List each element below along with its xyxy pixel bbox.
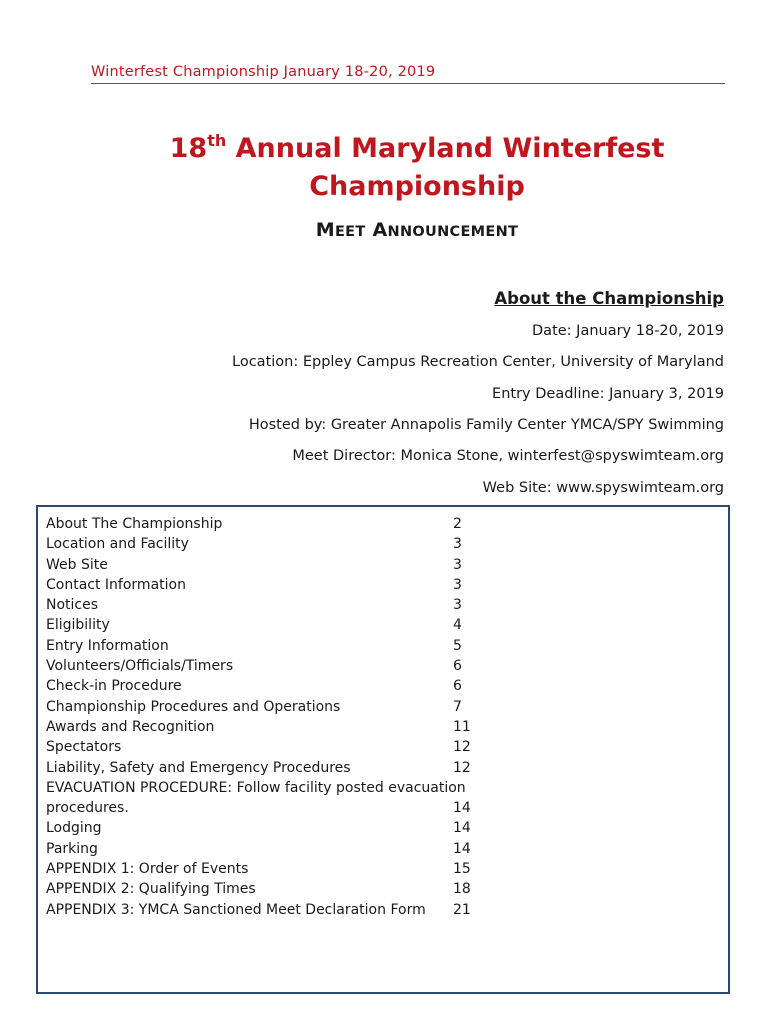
toc-entry-page: 14 bbox=[453, 800, 471, 817]
subtitle-word-1-rest: EET bbox=[334, 224, 366, 240]
toc-entry-page: 4 bbox=[453, 617, 462, 634]
toc-entry-title: Entry Information bbox=[46, 637, 169, 654]
toc-entry-page: 7 bbox=[453, 698, 462, 715]
toc-entry-title: Spectators bbox=[46, 739, 122, 756]
toc-entry[interactable] bbox=[46, 658, 546, 678]
info-date: Date: January 18-20, 2019 bbox=[532, 323, 724, 339]
toc-entry-page: 14 bbox=[453, 840, 471, 857]
title-line2: Championship bbox=[309, 171, 525, 202]
title-ordinal-suffix: th bbox=[207, 131, 227, 150]
toc-entry[interactable] bbox=[46, 617, 546, 637]
toc-entry-title: Check-in Procedure bbox=[46, 678, 182, 695]
toc-entry[interactable] bbox=[46, 638, 546, 658]
toc-entry-title: Liability, Safety and Emergency Procedures bbox=[46, 759, 351, 776]
title-line1: Annual Maryland Winterfest bbox=[226, 133, 665, 164]
table-of-contents bbox=[36, 505, 730, 994]
page-title bbox=[60, 130, 770, 206]
toc-entry[interactable] bbox=[46, 820, 546, 840]
toc-entry-title: Notices bbox=[46, 597, 99, 614]
toc-entry[interactable] bbox=[46, 780, 546, 800]
toc-entry[interactable] bbox=[46, 678, 546, 698]
subtitle-word-2-rest: NNOUNCEMENT bbox=[387, 224, 519, 240]
toc-entry-page: 21 bbox=[453, 901, 471, 918]
running-header: Winterfest Championship January 18-20, 2019 bbox=[91, 64, 725, 84]
title-number: 18 bbox=[169, 133, 208, 164]
toc-entry[interactable] bbox=[46, 577, 546, 597]
toc-entry[interactable] bbox=[46, 536, 546, 556]
toc-entry-title: Parking bbox=[46, 840, 98, 857]
toc-entry-page: 2 bbox=[453, 516, 462, 532]
toc-entry-title: Web Site bbox=[46, 556, 108, 573]
subtitle-initial-2: A bbox=[372, 219, 388, 241]
toc-entry-title: APPENDIX 3: YMCA Sanctioned Meet Declaration Form bbox=[46, 901, 426, 918]
toc-entry[interactable] bbox=[46, 861, 546, 881]
toc-entry[interactable] bbox=[46, 902, 546, 922]
toc-entry-page: 6 bbox=[453, 658, 462, 675]
toc-entry-title: Eligibility bbox=[46, 617, 110, 634]
toc-entry-page: 14 bbox=[453, 820, 471, 837]
toc-entry[interactable] bbox=[46, 719, 546, 739]
toc-entry-page: 15 bbox=[453, 861, 471, 878]
toc-entry[interactable] bbox=[46, 557, 546, 577]
toc-entry[interactable] bbox=[46, 881, 546, 901]
toc-entry-page: 5 bbox=[453, 637, 462, 654]
toc-entry[interactable] bbox=[46, 516, 546, 536]
toc-entry[interactable] bbox=[46, 597, 546, 617]
about-heading: About the Championship bbox=[494, 289, 724, 308]
toc-entry-page: 6 bbox=[453, 678, 462, 695]
info-entry-deadline: Entry Deadline: January 3, 2019 bbox=[492, 386, 724, 402]
toc-entry-page: 12 bbox=[453, 739, 471, 756]
toc-entry[interactable] bbox=[46, 800, 546, 820]
toc-entry[interactable] bbox=[46, 699, 546, 719]
toc-entry-page: 18 bbox=[453, 881, 471, 898]
toc-list bbox=[46, 516, 546, 922]
toc-entry-title: Volunteers/Officials/Timers bbox=[46, 658, 234, 675]
toc-entry-title: Awards and Recognition bbox=[46, 718, 215, 735]
toc-entry[interactable] bbox=[46, 739, 546, 759]
toc-entry[interactable] bbox=[46, 760, 546, 780]
info-web-site: Web Site: www.spyswimteam.org bbox=[482, 480, 724, 496]
toc-entry-page: 12 bbox=[453, 759, 471, 776]
toc-entry-title: procedures. bbox=[46, 800, 129, 817]
toc-entry-title: Location and Facility bbox=[46, 536, 189, 553]
toc-entry-page: 3 bbox=[453, 576, 462, 593]
toc-entry-page: 3 bbox=[453, 536, 462, 553]
info-location: Location: Eppley Campus Recreation Center, University of Maryland bbox=[232, 354, 724, 370]
toc-entry-title: About The Championship bbox=[46, 516, 223, 532]
toc-entry-page: 3 bbox=[453, 556, 462, 573]
toc-entry-title: Championship Procedures and Operations bbox=[46, 698, 341, 715]
toc-entry-title: Lodging bbox=[46, 820, 102, 837]
toc-entry-title: APPENDIX 2: Qualifying Times bbox=[46, 881, 256, 898]
page-subtitle bbox=[60, 219, 770, 241]
toc-entry[interactable] bbox=[46, 841, 546, 861]
toc-entry-title: EVACUATION PROCEDURE: Follow facility posted evacuation bbox=[46, 779, 466, 796]
info-meet-director: Meet Director: Monica Stone, winterfest@spyswimteam.org bbox=[292, 448, 724, 464]
toc-entry-title: APPENDIX 1: Order of Events bbox=[46, 861, 249, 878]
subtitle-initial-1: M bbox=[315, 219, 335, 241]
info-hosted-by: Hosted by: Greater Annapolis Family Center YMCA/SPY Swimming bbox=[248, 417, 724, 433]
toc-entry-page: 3 bbox=[453, 597, 462, 614]
toc-entry-title: Contact Information bbox=[46, 576, 186, 593]
toc-entry-page: 11 bbox=[453, 718, 471, 735]
